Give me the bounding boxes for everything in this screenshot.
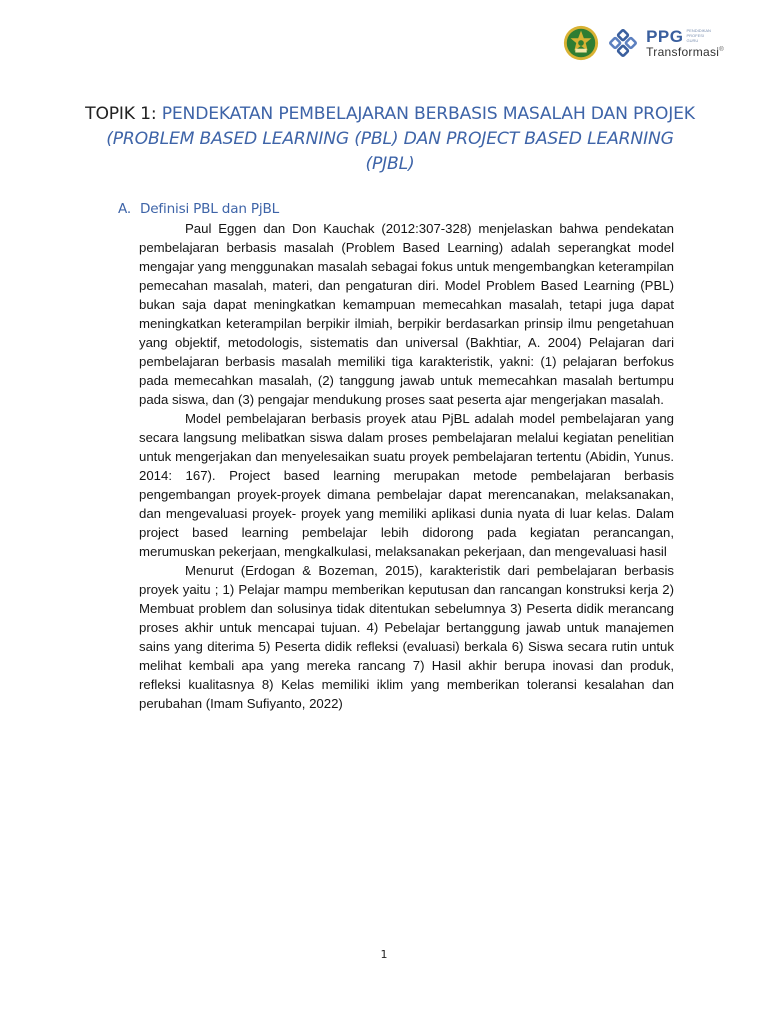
ppg-logo-text [646,28,724,58]
title-italic: (PROBLEM BASED LEARNING (PBL) DAN PROJECT BASED LEARNING (PJBL) [106,129,674,174]
ppg-subtitle: Transformasi® [646,45,724,59]
page-number: 1 [380,948,388,961]
ppg-small-caption: PENDIDIKAN PROFESI GURU [686,28,711,43]
page-title [80,102,700,177]
paragraph-karakteristik: Menurut (Erdogan & Bozeman, 2015), karakteristik dari pembelajaran berbasis proyek yaitu ; 1) Pelajar mampu memberikan keputusan dan rancangan konstruksi kerja 2) Membuat problem dan solusinya tidak ditentukan sebelumnya 3) Peserta didik merancang proses akhir untuk mencapai tujuan. 4) Pebelajar bertanggung jawab untuk manajemen sains yang diterima 5) Peserta didik refleksi (evaluasi) berkala 6) Siswa secara rutin untuk melihat kembali apa yang mereka rancang 7) Hasil akhir berupa inovasi dan produk, refleksi kualitasnya 8) Kelas memiliki iklim yang memberikan toleransi kesalahan dan perubahan (Imam Sufiyanto, 2022) [139,563,674,711]
section-heading [118,201,279,217]
header-logos [562,24,724,62]
section-title: Definisi PBL dan PjBL [140,201,279,217]
title-prefix: TOPIK 1: [85,104,162,124]
ppg-diamond-icon [606,26,640,60]
registered-mark: ® [719,47,724,53]
section-letter: A. [118,201,131,217]
paragraph-pbl: Paul Eggen dan Don Kauchak (2012:307-328) menjelaskan bahwa pendekatan pembelajaran berbasis masalah (Problem Based Learning) adalah seperangkat model mengajar yang menggunakan masalah sebagai fokus untuk mengembangkan keterampilan pemecahan masalah, materi, dan pengaturan diri. Model Problem Based Learning (PBL) bukan saja dapat meningkatkan kemampuan memecahkan masalah, tetapi juga dapat meningkatkan keterampilan berpikir ilmiah, berpikir berdasarkan prinsip ilmu pengetahuan yang objektif, metodologis, sistematis dan universal (Bakhtiar, A. 2004) Pelajaran dari pembelajaran berbasis masalah memiliki tiga karakteristik, yakni: (1) pelajaran berfokus pada memecahkan masalah, (2) tanggung jawab untuk memecahkan masalah bertumpu pada siswa, dan (3) pengajar mendukung proses saat peserta ajar mengerjakan masalah. [139,221,674,407]
paragraph-pjbl: Model pembelajaran berbasis proyek atau PjBL adalah model pembelajaran yang secara langsung melibatkan siswa dalam proses pembelajaran melalui kegiatan penelitian untuk mengerjakan dan menyelesaikan suatu proyek pembelajaran tertentu (Abidin, Yunus. 2014: 167). Project based learning merupakan metode pembelajaran berbasis pengembangan proyek-proyek dimana pembelajar dapat merencanakan, melaksanakan, dan mengevaluasi proyek- proyek yang memiliki aplikasi dunia nyata di luar kelas. Dalam project based learning pembelajar lebih didorong pada kegiatan perancangan, merumuskan pekerjaan, mengkalkulasi, melaksanakan pekerjaan, dan mengevaluasi hasil [139,411,674,559]
ppg-label: PPG [646,27,684,46]
title-main: PENDEKATAN PEMBELAJARAN BERBASIS MASALAH DAN PROJEK [161,104,695,124]
body-content [139,219,674,713]
kemenag-seal-icon [562,24,600,62]
